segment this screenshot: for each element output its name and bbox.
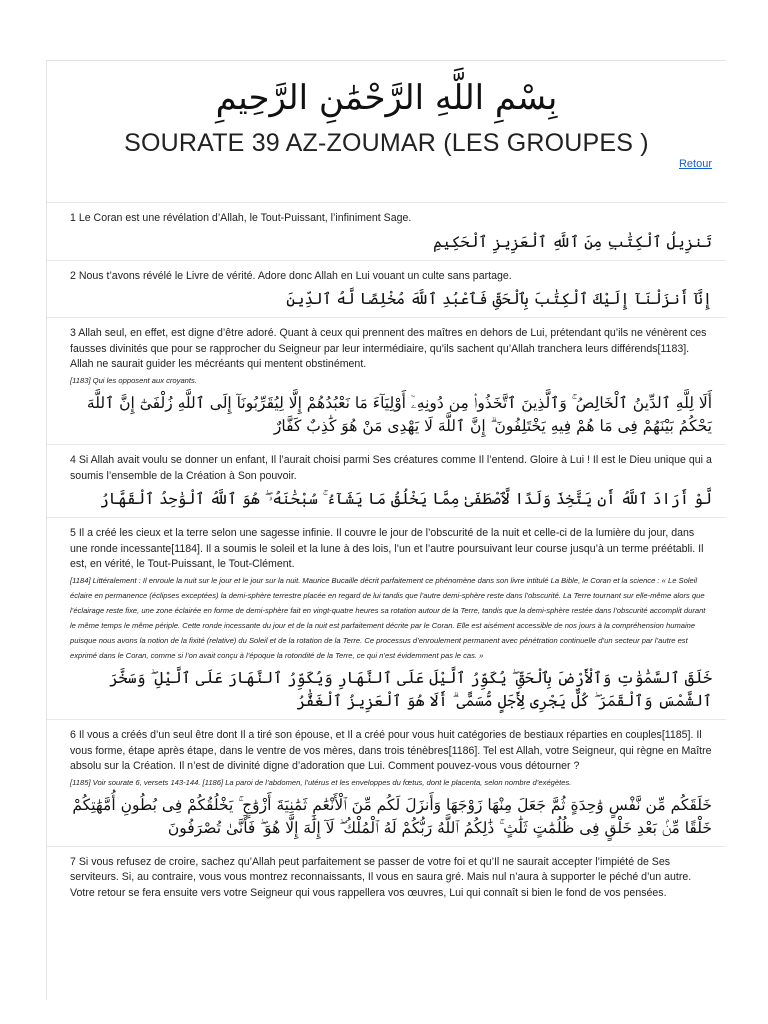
verse-arabic: لَّوْ أَرَادَ ٱللَّهُ أَن يَتَّخِذَ وَلَدًا لَّٱصْطَفَىٰ مِمَّا يَخْلُقُ مَا يَشَآءُ ۚ سُبْحَٰنَهُۥ ۖ هُوَ ٱللَّهُ ٱلْوَٰحِدُ ٱلْقَهَّارُ bbox=[99, 490, 712, 509]
verse-arabic: خَلَقَكُم مِّن نَّفْسٍ وَٰحِدَةٍ ثُمَّ جَعَلَ مِنْهَا زَوْجَهَا وَأَنزَلَ لَكُم مِّنَ ٱلْأَنْعَٰمِ ثَمَٰنِيَةَ أَزْوَٰجٍ ۚ يَخْلُقُكُمْ فِى بُطُونِ أُمَّهَٰتِكُمْ خَلْقًا مِّنۢ بَعْدِ خَلْقٍ فِى ظُلُمَٰتٍ ثَلَٰثٍ ۚ ذَٰلِكُمُ ٱللَّهُ رَبُّكُمْ لَهُ ٱلْمُلْكُ ۖ لَآ إِلَٰهَ إِلَّا هُوَ ۖ فَأَنَّىٰ تُصْرَفُونَ bbox=[72, 795, 712, 837]
verse-translation: 5 Il a créé les cieux et la terre selon une sagesse infinie. Il couvre le jour de l’obscurité de la nuit et celle-ci de la lumière du jour, dans une ronde incessante[1184]. Il a soumis le soleil et la lune à des lois, l’un et l’autre poursuivant leur course jusqu’à un terme préétabli. Il est, en vérité, le Tout-Puissant, le Tout-Clément. bbox=[70, 527, 704, 571]
verse-list bbox=[47, 202, 726, 908]
back-link[interactable]: Retour bbox=[678, 158, 712, 170]
verse-translation: 3 Allah seul, en effet, est digne d’être adoré. Quant à ceux qui prennent des maîtres en dehors de Lui, prétendant qu’ils ne vénèrent ces fausses divinités que pour se rapprocher du Seigneur par leur intermédiaire, qu’ils sachent qu’Allah tranchera leurs différends[1183]. Allah ne saurait guider les mécréants qui mentent obstinément. bbox=[70, 327, 707, 371]
verse-arabic: إِنَّآ أَنزَلْنَآ إِلَيْكَ ٱلْكِتَٰبَ بِٱلْحَقِّ فَٱعْبُدِ ٱللَّهَ مُخْلِصًا لَّهُ ٱلدِّينَ bbox=[286, 290, 712, 309]
verse-1 bbox=[47, 202, 726, 260]
verse-translation: 7 Si vous refusez de croire, sachez qu’Allah peut parfaitement se passer de votre foi et qu’Il ne saurait accepter l’impiété de Ses serviteurs. Si, au contraire, vous vous montrez reconnaissants, Il vous en saura gré. Mais nul n’aura à supporter le péché d’un autre. Votre retour se fera ensuite vers votre Seigneur qui vous rappellera vos œuvres, Lui qui connaît si bien le fond de vos pensées. bbox=[70, 855, 692, 899]
verse-translation: 6 Il vous a créés d’un seul être dont Il a tiré son épouse, et Il a créé pour vous huit catégories de bestiaux réparties en couples[1185]. Il vous forme, étape après étape, dans le ventre de vos mères, dans trois ténèbres[1186]. Tel est Allah, votre Seigneur, qui règne en Maître absolu sur la Création. Il n’est de divinité digne d’adoration que Lui. Comment pouvez-vous vous détourner ? bbox=[70, 728, 712, 773]
basmala-calligraphy: بِسْمِ اللَّهِ الرَّحْمَٰنِ الرَّحِيمِ bbox=[215, 78, 558, 118]
verse-6 bbox=[47, 719, 726, 846]
verse-5 bbox=[47, 517, 726, 719]
verse-footnote: [1183] Qui les opposent aux croyants. bbox=[70, 375, 197, 385]
page-title: SOURATE 39 AZ-ZOUMAR (LES GROUPES ) bbox=[124, 129, 649, 157]
verse-7 bbox=[47, 846, 726, 908]
page-header bbox=[47, 61, 726, 158]
verse-footnote: [1184] Littéralement : Il enroule la nuit sur le jour et le jour sur la nuit. Maurice Bucaille décrit parfaitement ce phénomène dans son livre intitulé La Bible, le Coran et la science : « Le Soleil éclaire en permanence (éclipses exceptées) la demi-sphère terrestre placée en regard de lui tandis que l’autre demi-sphère reste dans l’obscurité. La Terre tournant sur elle-même alors que l’éclairage reste fixe, une zone éclairée en forme de demi-sphère fait en vingt-quatre heures sa rotation autour de la Terre, tandis que la demi-sphère restée dans l’obscurité accomplit durant le même temps le même périple. Cette ronde incessante du jour et de la nuit est parfaitement décrite par le Coran. Elle est aisément accessible de nos jours à la compréhension humaine puisque nous avons la notion de la fixité (relative) du Soleil et de la rotation de la Terre. Ce processus d’enroulement permanent avec pénétration continuelle d’un secteur par l’autre est exprimé dans le Coran, comme si l’on avait conçu à l’époque la rotondité de la Terre, ce qui n’est évidemment pas le cas. » bbox=[70, 575, 706, 660]
document-page bbox=[46, 60, 726, 1000]
verse-translation: 1 Le Coran est une révélation d’Allah, le Tout-Puissant, l’infiniment Sage. bbox=[70, 212, 412, 224]
verse-footnote: [1185] Voir sourate 6, versets 143-144. [1186] La paroi de l’abdomen, l’utérus et les enveloppes du fœtus, dont le placenta, selon nombre d’exégètes. bbox=[70, 777, 572, 787]
verse-translation: 2 Nous t’avons révélé le Livre de vérité. Adore donc Allah en Lui vouant un culte sans partage. bbox=[70, 269, 512, 282]
verse-4 bbox=[47, 444, 726, 517]
verse-translation: 4 Si Allah avait voulu se donner un enfant, Il l’aurait choisi parmi Ses créatures comme Il l’entend. Gloire à Lui ! Il est le Dieu unique qui a soumis l’ensemble de la Création à Son pouvoir. bbox=[70, 453, 712, 482]
verse-3 bbox=[47, 317, 726, 444]
verse-arabic: خَلَقَ ٱلسَّمَٰوَٰتِ وَٱلْأَرْضَ بِٱلْحَقِّ ۖ يُكَوِّرُ ٱلَّيْلَ عَلَى ٱلنَّهَارِ وَيُكَوِّرُ ٱلنَّهَارَ عَلَى ٱلَّيْلِ ۖ وَسَخَّرَ ٱلشَّمْسَ وَٱلْقَمَرَ ۖ كُلٌّ يَجْرِى لِأَجَلٍ مُّسَمًّى ۗ أَلَا هُوَ ٱلْعَزِيزُ ٱلْغَفَّٰرُ bbox=[109, 668, 712, 710]
verse-arabic: تَنزِيلُ ٱلْكِتَٰبِ مِنَ ٱللَّهِ ٱلْعَزِيزِ ٱلْحَكِيمِ bbox=[433, 232, 712, 251]
verse-2 bbox=[47, 260, 726, 318]
verse-arabic: أَلَا لِلَّهِ ٱلدِّينُ ٱلْخَالِصُ ۚ وَٱلَّذِينَ ٱتَّخَذُوا۟ مِن دُونِهِۦٓ أَوْلِيَآءَ مَا نَعْبُدُهُمْ إِلَّا لِيُقَرِّبُونَآ إِلَى ٱللَّهِ زُلْفَىٰٓ إِنَّ ٱللَّهَ يَحْكُمُ بَيْنَهُمْ فِى مَا هُمْ فِيهِ يَخْتَلِفُونَ ۗ إِنَّ ٱللَّهَ لَا يَهْدِى مَنْ هُوَ كَٰذِبٌ كَفَّارٌ bbox=[86, 393, 712, 435]
